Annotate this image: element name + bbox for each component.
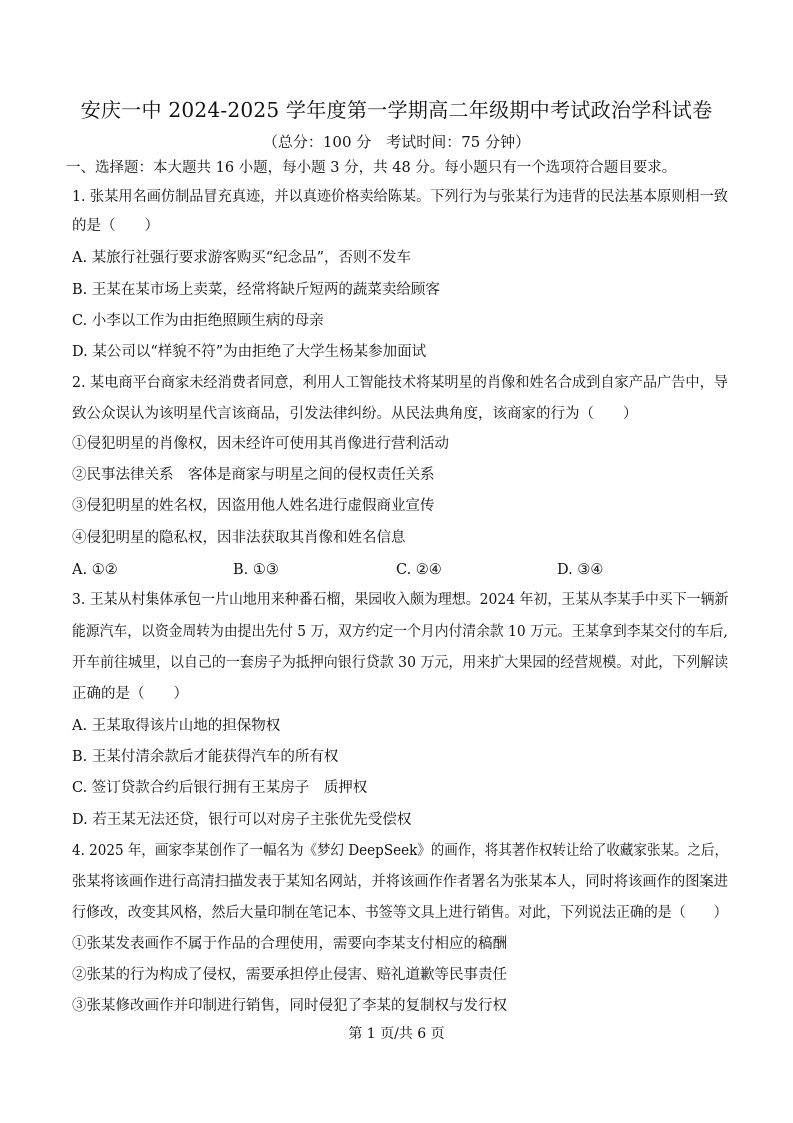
question-1-option-a: A. 某旅行社强行要求游客购买“纪念品”，否则不发车 [72, 250, 412, 266]
question-2-choice-d: D. ③④ [557, 562, 604, 578]
question-1-option-b: B. 王某在某市场上卖菜，经常将缺斤短两的蔬菜卖给顾客 [72, 282, 440, 298]
exam-subtitle: （总分：100 分 考试时间：75 分钟） [262, 133, 531, 151]
page-number: 第 1 页/共 6 页 [348, 1026, 445, 1042]
question-2-choice-b: B. ①③ [233, 562, 279, 578]
question-4-stem-line-3: 行修改，改变其风格，然后大量印制在笔记本、书签等文具上进行销售。对此，下列说法正确的是（ ） [72, 905, 728, 921]
question-2-stem-line-2: 致公众误认为该明星代言该商品，引发法律纠纷。从民法典角度，该商家的行为（ ） [72, 406, 638, 422]
question-4-statement-3: ③张某修改画作并印制进行销售，同时侵犯了李某的复制权与发行权 [72, 998, 507, 1014]
question-2-statement-2: ②民事法律关系 客体是商家与明星之间的侵权责任关系 [72, 467, 435, 483]
question-4-statement-1: ①张某发表画作不属于作品的合理使用，需要向李某支付相应的稿酬 [72, 936, 507, 952]
question-2-choice-c: C. ②④ [396, 562, 442, 578]
question-3-option-d: D. 若王某无法还贷，银行可以对房子主张优先受偿权 [72, 812, 412, 828]
question-1-option-d: D. 某公司以“样貌不符”为由拒绝了大学生杨某参加面试 [72, 344, 427, 360]
question-1-stem-line-2: 的是（ ） [72, 218, 159, 234]
question-3-stem-line-3: 开车前往城里，以自己的一套房子为抵押向银行贷款 30 万元，用来扩大果园的经营规模。对此，下列解读 [72, 655, 729, 671]
question-2-choice-a: A. ①② [72, 562, 118, 578]
question-4-stem-line-1: 4. 2025 年，画家李某创作了一幅名为《梦幻 DeepSeek》的画作，将其著作权转让给了收藏家张某。之后， [72, 843, 729, 859]
question-2-statement-1: ①侵犯明星的肖像权，因未经许可使用其肖像进行营利活动 [72, 436, 449, 452]
question-3-stem-line-4: 正确的是（ ） [72, 686, 188, 702]
section-heading: 一、选择题：本大题共 16 小题，每小题 3 分，共 48 分。每小题只有一个选项符合题目要求。 [66, 160, 677, 176]
question-2-statement-4: ④侵犯明星的隐私权，因非法获取其肖像和姓名信息 [72, 530, 406, 546]
question-3-option-c: C. 签订贷款合约后银行拥有王某房子 质押权 [72, 780, 368, 796]
question-3-option-b: B. 王某付清余款后才能获得汽车的所有权 [72, 749, 339, 765]
exam-title: 安庆一中 2024-2025 学年度第一学期高二年级期中考试政治学科试卷 [80, 98, 713, 122]
question-1-stem-line-1: 1. 张某用名画仿制品冒充真迹，并以真迹价格卖给陈某。下列行为与张某行为违背的民法基本原则相一致 [72, 189, 728, 205]
question-3-stem-line-2: 能源汽车，以资金周转为由提出先付 5 万，双方约定一个月内付清余款 10 万元。王某拿到李某交付的车后, [72, 624, 728, 640]
question-4-stem-line-2: 张某将该画作进行高清扫描发表于某知名网站，并将该画作作者署名为张某本人，同时将该画作的图案进 [72, 874, 728, 890]
question-2-stem-line-1: 2. 某电商平台商家未经消费者同意，利用人工智能技术将某明星的肖像和姓名合成到自家产品广告中，导 [72, 375, 728, 391]
question-4-statement-2: ②张某的行为构成了侵权，需要承担停止侵害、赔礼道歉等民事责任 [72, 967, 507, 983]
question-3-stem-line-1: 3. 王某从村集体承包一片山地用来种番石榴，果园收入颇为理想。2024 年初，王某从李某手中买下一辆新 [72, 592, 729, 608]
question-1-option-c: C. 小李以工作为由拒绝照顾生病的母亲 [72, 313, 324, 329]
question-2-statement-3: ③侵犯明星的姓名权，因盗用他人姓名进行虚假商业宣传 [72, 498, 435, 514]
question-3-option-a: A. 王某取得该片山地的担保物权 [72, 718, 281, 734]
